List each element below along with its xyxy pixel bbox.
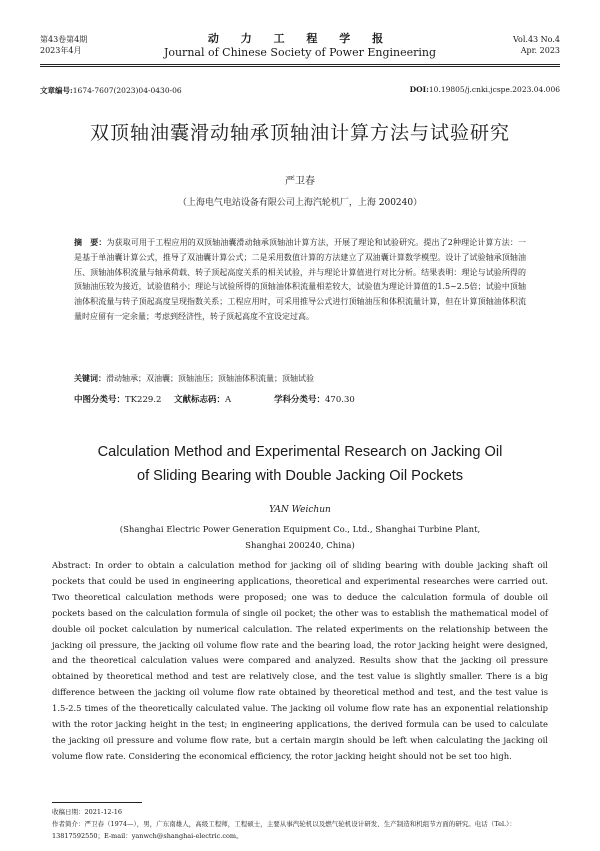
author-en: YAN Weichun (269, 505, 331, 515)
subject-code: 学科分类号：470.30 (274, 395, 355, 405)
header-right (513, 34, 560, 56)
affiliation-cn: （上海电气电站设备有限公司上海汽轮机厂，上海 200240） (177, 198, 423, 208)
footnote (52, 806, 560, 842)
header-rule-thin (40, 66, 560, 67)
journal-name-cn: 动 力 工 程 学 报 (207, 32, 393, 45)
clc-number: 中图分类号：TK229.2 (74, 395, 162, 405)
date-cn: 2023年4月 (40, 46, 82, 55)
doi: DOI:10.19805/j.cnki.jcspe.2023.04.006 (409, 85, 560, 94)
keywords-cn-label: 关键词： (74, 373, 106, 383)
keywords-cn (74, 373, 526, 384)
document-code: 文献标志码：A (174, 395, 232, 405)
classification-line (74, 393, 526, 405)
author-bio: 作者简介：严卫春（1974—），男，广东南雄人，高级工程师，工程硕士，主要从事汽轮机以及燃气轮机设计研发、生产制造和机组节方面的研究。电话（Tel.）：13817592550；E-mail：yanwch@shanghai-electric.com。 (52, 820, 516, 840)
abstract-cn-text: 为获取可用于工程应用的双顶轴油囊滑动轴承顶轴油计算方法，开展了理论和试验研究。提出了2种理论计算方法：一是基于单油囊计算公式，推导了双油囊计算公式；二是采用数值计算的方法建立了双油囊计算数学模型。设计了试验轴承顶轴油压、顶轴油体积流量与轴承荷载、转子顶起高度关系的相关试验，并与理论计算值进行对比分析。结果表明：理论与试验所得的顶轴油压较为接近，试验值稍小；理论与试验所得的顶轴油体积流量相差较大，试验值为理论计算值的1.5~2.5倍；试验中顶轴油体积流量与转子顶起高度呈现指数关系；工程应用时，可采用推导公式进行顶轴油压和体积流量计算，但在计算顶轴油体积流量时应留有一定余量；考虑到经济性，转子顶起高度不宜设定过高。 (74, 238, 527, 321)
date-en: Apr. 2023 (520, 46, 560, 55)
paper-title-cn: 双顶轴油囊滑动轴承顶轴油计算方法与试验研究 (89, 122, 510, 144)
journal-header (40, 30, 560, 66)
affiliation-en (40, 522, 560, 554)
abstract-en-label: Abstract: (52, 560, 91, 570)
header-center (40, 32, 560, 60)
volume-cn: 第43卷第4期 (40, 35, 88, 44)
abstract-en-text: In order to obtain a calculation method for jacking oil of sliding bearing with double jacking shaft oil pockets that could be used in engineering applications, theoretical and experimental researches were carried out. Two theoretical calculation methods were proposed; one was to deduce the calculation formula of double oil pockets based on the calculation formula of single oil pocket; the other was to establish the mathematical model of double oil pocket calculation by numerical calculation. The related experiments on the relationship between the jacking oil pressure, the jacking oil volume flow rate and the bearing load, the rotor jacking height were designed, and the theoretical calculation values were compared and analyzed. Results show that the jacking oil pressure obtained by theoretical method and test are relatively close, and the test value is slightly smaller. There is a big difference between the jacking oil volume flow rate obtained by theoretical method and test, and the test value is 1.5-2.5 times of the theoretically calculated value. The jacking oil volume flow rate has an exponential relationship with the rotor jacking height in the test; in engineering applications, the derived formula can be used to calculate the jacking oil pressure and volume flow rate, but a certain margin should be left when calculating the jacking oil volume flow rate. Considering the economical efficiency, the rotor jacking height should not be set too high. (52, 560, 548, 761)
keywords-cn-text: 滑动轴承；双油囊；顶轴油压；顶轴油体积流量；顶轴试验 (106, 374, 314, 383)
article-number: 文章编号:1674-7607(2023)04-0430-06 (40, 86, 182, 95)
abstract-en (52, 558, 548, 765)
affiliation-en-line1: (Shanghai Electric Power Generation Equipment Co., Ltd., Shanghai Turbine Plant, (119, 525, 481, 535)
received-date: 收稿日期：2021-12-16 (52, 808, 122, 816)
abstract-cn (74, 235, 526, 325)
title-en-line1: Calculation Method and Experimental Research on Jacking Oil (97, 444, 503, 460)
footnote-rule (52, 802, 142, 803)
paper-title-en (40, 440, 560, 488)
volume-en: Vol.43 No.4 (513, 35, 560, 44)
title-en-line2: of Sliding Bearing with Double Jacking Oil Pockets (136, 468, 464, 484)
affiliation-en-line2: Shanghai 200240, China) (245, 541, 355, 551)
author-cn: 严卫春 (285, 176, 315, 187)
header-rule-thick (40, 64, 560, 65)
abstract-cn-label: 摘 要： (74, 237, 107, 247)
journal-name-en: Journal of Chinese Society of Power Engineering (163, 46, 437, 59)
